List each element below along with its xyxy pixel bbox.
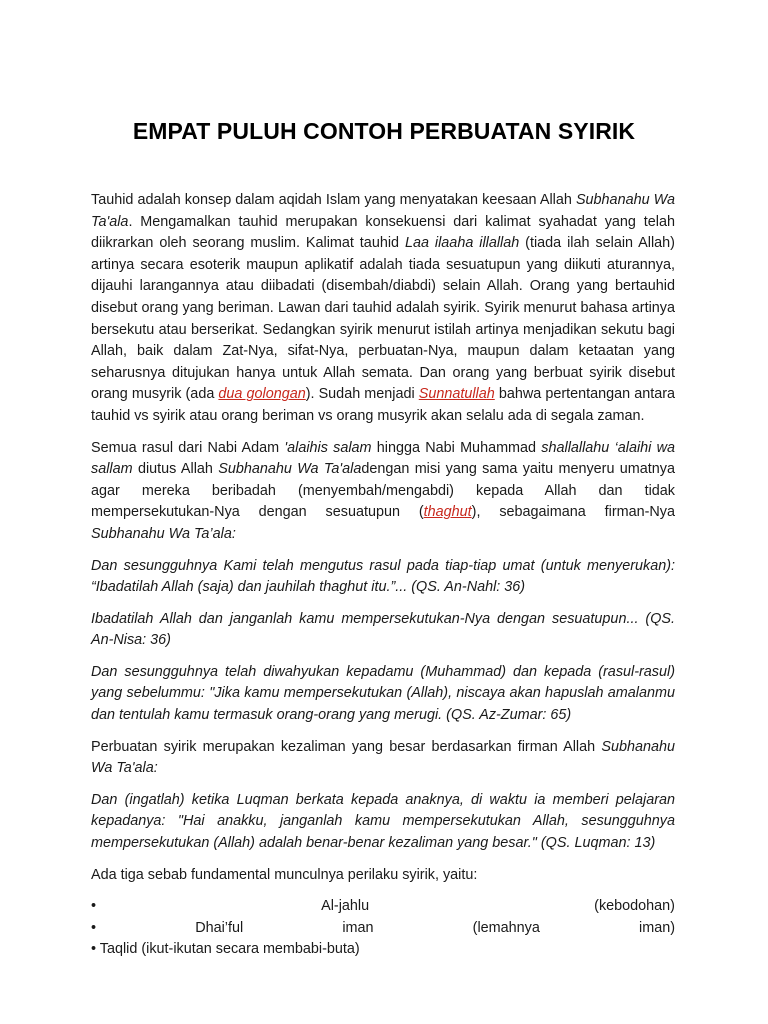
link-sunnatullah[interactable]: Sunnatullah [418,386,495,403]
italic-text: Subhanahu Wa Ta’ala: [91,525,236,542]
paragraph-rasul [91,438,675,546]
page-title: EMPAT PULUH CONTOH PERBUATAN SYIRIK [132,118,636,144]
list-item [91,896,675,918]
text: bahwa pertentangan antara tauhid vs syirik atau orang beriman vs orang musyrik akan selalu ada di segala zaman. [91,386,676,424]
list-item [91,918,675,940]
text: . Mengamalkan tauhid merupakan konsekuensi dari kalimat syahadat yang telah diikrarkan oleh seorang muslim. Kalimat tauhid [91,213,675,252]
quote-luqman [91,790,675,855]
list-item-text: (kebodohan) [594,898,675,915]
list-item-text: Al-jahlu [321,898,370,915]
quote-text: Dan sesungguhnya Kami telah mengutus rasul pada tiap-tiap umat (untuk menyerukan): “Ibadatilah Allah (saja) dan jauhilah thaghut itu.”... (QS. An-Nahl: 36) [91,557,675,596]
list-item-text: iman [342,919,374,936]
italic-text: Subhanahu Wa Ta'ala [91,192,675,230]
link-dua-golongan[interactable]: dua golongan [218,386,306,403]
quote-az-zumar [91,662,675,727]
quote-text: Dan sesungguhnya telah diwahyukan kepadamu (Muhammad) dan kepada (rasul-rasul) yang sebelummu: "Jika kamu mempersekutukan (Allah), niscaya akan hapuslah amalanmu dan tentulah kamu termasuk orang-orang yang merugi. (QS. Az-Zumar: 65) [91,663,675,724]
article-body [91,190,675,961]
text: (tiada ilah selain Allah) artinya secara esoterik maupun aplikatif adalah tiada sesuatupun yang diikuti aturannya, dijauhi larangannya atau diibadati (disembah/diabdi) selain Allah. Orang yang bertauhid disebut orang yang beriman. Lawan dari tauhid adalah syirik. Syirik menurut bahasa artinya bersekutu atau berserikat. Sedangkan syirik menurut istilah artinya menjadikan sekutu bagi Allah, baik dalam Zat-Nya, sifat-Nya, perbuatan-Nya, maupun dalam ketaatan yang seharusnya ditujukan hanya untuk Allah semata. Dan orang yang berbuat syirik disebut orang musyrik (ada [91,235,675,403]
text: ). Sudah menjadi [305,386,419,403]
italic-text: shallallahu ‘alaihi wa sallam [91,439,675,478]
text: Tauhid adalah konsep dalam aqidah Islam yang menyatakan keesaan Allah [91,192,576,208]
italic-text: Laa ilaaha illallah [404,235,520,252]
paragraph-sebab: Ada tiga sebab fundamental munculnya perilaku syirik, yaitu: [91,866,478,883]
text: diutus Allah [132,461,219,478]
italic-text: 'alaihis salam [284,439,372,456]
quote-an-nisa [91,609,675,652]
paragraph-kezaliman [91,737,675,780]
paragraph-intro [91,190,675,428]
text: dengan misi yang sama yaitu menyeru umatnya agar mereka beribadah (menyembah/mengabdi) kepada Allah dan tidak mempersekutukan-Nya dengan sesuatupun ( [91,461,675,521]
list-item-text: (lemahnya [472,919,540,936]
text: hingga Nabi Muhammad [371,439,542,456]
bullet-icon: • [91,919,97,936]
list-item-text: iman) [639,919,675,936]
italic-text: Subhanahu Wa Ta'ala [218,461,362,478]
list-item: • Taqlid (ikut-ikutan secara membabi-buta) [91,941,360,958]
bullet-list [91,896,675,961]
text: Semua rasul dari Nabi Adam [91,439,285,456]
text: ), sebagaimana firman-Nya [471,504,676,521]
text: Perbuatan syirik merupakan kezaliman yang besar berdasarkan firman Allah [91,738,602,755]
link-thaghut[interactable]: thaghut [423,504,472,521]
italic-text: Subhanahu Wa Ta'ala: [91,738,675,777]
list-item-text: Dhai’ful [195,919,244,936]
quote-text: Dan (ingatlah) ketika Luqman berkata kepada anaknya, di waktu ia memberi pelajaran kepadanya: "Hai anakku, janganlah kamu mempersekutukan Allah, sesungguhnya mempersekutukan (Allah) adalah benar-benar kezaliman yang besar." (QS. Luqman: 13) [91,791,675,852]
quote-text: Ibadatilah Allah dan janganlah kamu mempersekutukan-Nya dengan sesuatupun... (QS. An-Nisa: 36) [91,610,675,649]
bullet-icon: • [91,898,97,915]
quote-an-nahl [91,556,675,599]
